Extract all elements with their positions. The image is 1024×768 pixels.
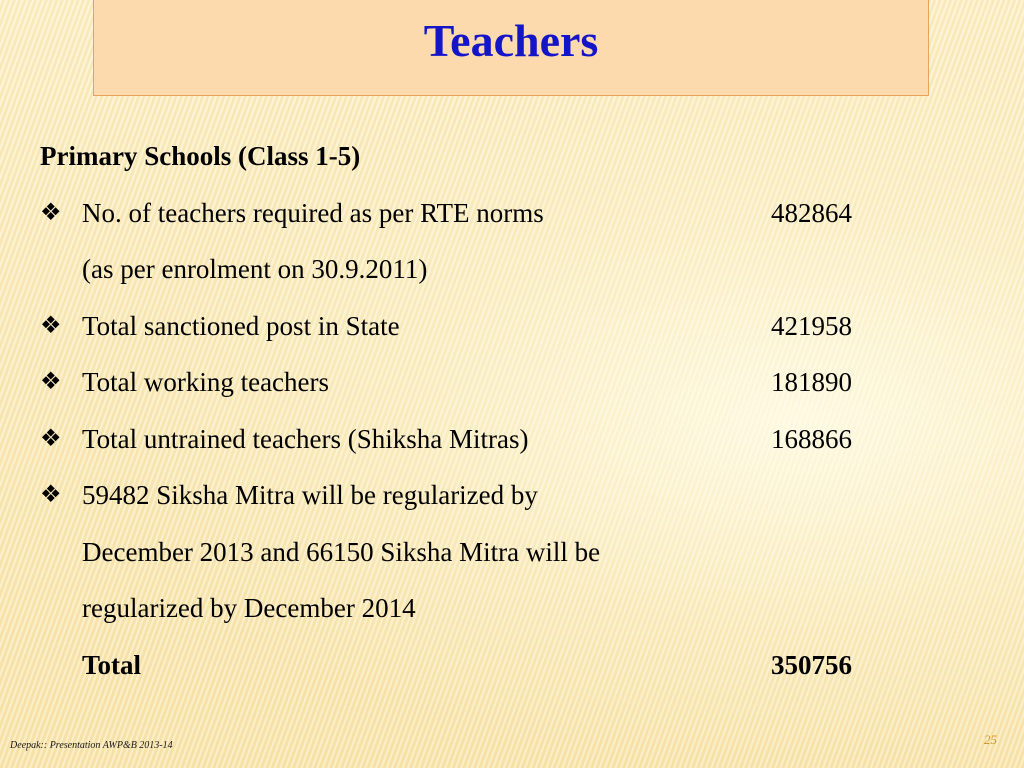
diamond-bullet-icon: ❖ bbox=[40, 482, 62, 508]
section-heading: Primary Schools (Class 1-5) bbox=[40, 141, 361, 171]
diamond-bullet-icon: ❖ bbox=[40, 312, 62, 339]
page-number: 25 bbox=[984, 732, 997, 747]
item-text: December 2013 and 66150 Siksha Mitra will be bbox=[82, 536, 601, 567]
list-item-regularization-end bbox=[40, 580, 870, 637]
item-text: No. of teachers required as per RTE norms bbox=[82, 197, 544, 228]
item-text: Total working teachers bbox=[82, 367, 330, 397]
item-text: Total sanctioned post in State bbox=[82, 310, 400, 341]
list-item-sanctioned bbox=[40, 298, 870, 355]
footer-text: Deepak:: Presentation AWP&B 2013-14 bbox=[10, 740, 173, 751]
item-value: 181890 bbox=[771, 367, 852, 397]
item-text: 59482 Siksha Mitra will be regularized by bbox=[82, 480, 538, 510]
list-item-regularization bbox=[40, 467, 870, 524]
item-text: regularized by December 2014 bbox=[82, 593, 416, 623]
diamond-bullet-icon: ❖ bbox=[40, 199, 62, 226]
list-item-untrained bbox=[40, 411, 870, 468]
total-label: Total bbox=[82, 649, 142, 680]
list-item-required-note bbox=[40, 241, 870, 298]
slide-title: Teachers bbox=[423, 15, 599, 66]
item-text: (as per enrolment on 30.9.2011) bbox=[82, 254, 428, 284]
title-box bbox=[93, 0, 929, 96]
diamond-bullet-icon: ❖ bbox=[40, 425, 62, 452]
total-value: 350756 bbox=[771, 649, 852, 680]
slide-content bbox=[40, 128, 870, 693]
diamond-bullet-icon: ❖ bbox=[40, 369, 62, 395]
item-value: 482864 bbox=[771, 197, 852, 228]
list-item-required bbox=[40, 185, 870, 242]
list-item-working bbox=[40, 354, 870, 411]
total-row bbox=[40, 637, 870, 694]
item-text: Total untrained teachers (Shiksha Mitras) bbox=[82, 423, 529, 454]
item-value: 421958 bbox=[771, 310, 852, 341]
item-value: 168866 bbox=[771, 423, 852, 454]
list-item-regularization-cont bbox=[40, 524, 870, 581]
